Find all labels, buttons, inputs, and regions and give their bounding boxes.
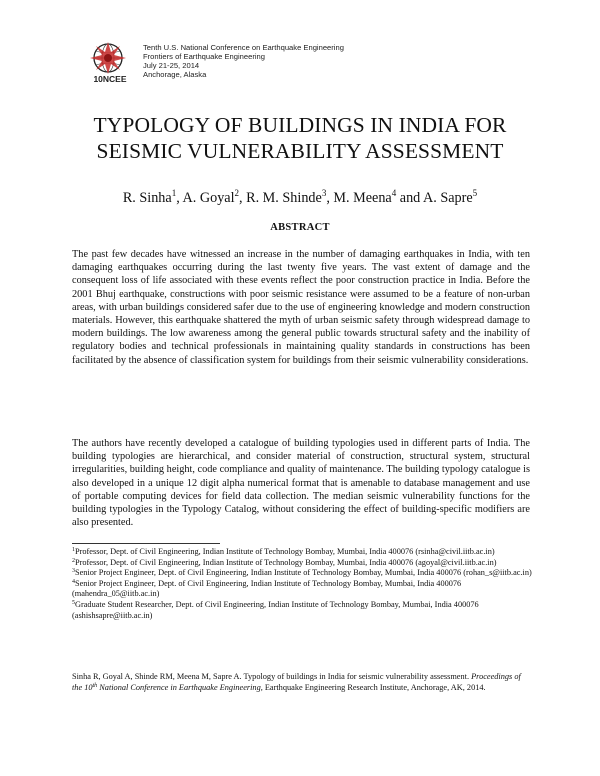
citation-journal-pre: Proceedings of the 10	[72, 672, 521, 692]
conference-header	[86, 38, 506, 86]
abstract-paragraph: The past few decades have witnessed an increase in the number of damaging earthquakes in India, with ten damaging earthquakes occurring during the last twenty five years. The vast extent of damage and the consequent loss of life associated with these events reflect the poor construction practice in India. Before the 2001 Bhuj earthquake, constructions with poor seismic resistance were assumed to be a feature of non-urban areas, with urban buildings considered safer due to the use of engineering knowledge and modern construction materials. However, this earthquake shattered the myth of urban seismic safety through widespread damage to modern buildings. The low awareness among the general public towards structural safety and the inability of regulatory bodies and technical professionals in maintaining quality standards in constructions has been facilitated by the absence of classification system for buildings from their seismic vulnerability considerations.	[72, 249, 530, 366]
title-line: TYPOLOGY OF BUILDINGS IN INDIA FOR	[93, 113, 507, 137]
author-list	[40, 189, 560, 207]
footnote	[72, 558, 532, 569]
citation-tail: , Earthquake Engineering Research Institute, Anchorage, AK, 2014.	[260, 682, 486, 692]
author-separator: and	[396, 190, 424, 206]
logo-text: 10NCEE	[93, 74, 127, 84]
footnote-text: Professor, Dept. of Civil Engineering, Indian Institute of Technology Bombay, Mumbai, India 400076 (agoyal@civil.iitb.ac.in)	[75, 557, 497, 567]
author-affiliation-mark: 5	[472, 188, 478, 198]
author-affiliation-mark: 1	[171, 188, 177, 198]
footnotes	[72, 547, 532, 621]
footnote-mark: 5	[72, 599, 75, 606]
footnote-text: Senior Project Engineer, Dept. of Civil Engineering, Indian Institute of Technology Bombay, Mumbai, India 400076 (mahendra_05@iitb.ac.in)	[72, 578, 462, 599]
author-name: R. M. Shinde	[246, 190, 322, 206]
footnote-mark: 3	[72, 568, 75, 575]
footnote-mark: 2	[72, 557, 75, 564]
10ncee-logo-icon	[86, 38, 134, 84]
abstract-heading: ABSTRACT	[270, 222, 330, 233]
footnote-mark: 1	[72, 547, 75, 553]
author-name: R. Sinha	[122, 190, 172, 206]
citation-journal-post: National Conference in Earthquake Engineering	[97, 682, 261, 692]
footnote	[72, 579, 532, 600]
footnote-text: Senior Project Engineer, Dept. of Civil Engineering, Indian Institute of Technology Bombay, Mumbai, India 400076 (rohan_s@iitb.ac.in)	[75, 568, 532, 578]
footnote	[72, 568, 532, 579]
author-affiliation-mark: 4	[391, 188, 397, 198]
footnote-text: Professor, Dept. of Civil Engineering, Indian Institute of Technology Bombay, Mumbai, India 400076 (rsinha@civil.iitb.ac.in)	[75, 547, 495, 556]
author-separator: ,	[326, 190, 334, 206]
conference-line: Anchorage, Alaska	[143, 70, 207, 79]
author-name: A. Goyal	[182, 190, 235, 206]
author-name: M. Meena	[333, 190, 392, 206]
author-affiliation-mark: 3	[321, 188, 327, 198]
citation-lead: Sinha R, Goyal A, Shinde RM, Meena M, Sapre A. Typology of buildings in India for seismic vulnerability assessment.	[72, 672, 472, 681]
author-separator: ,	[239, 190, 247, 206]
logo-core	[104, 54, 112, 62]
author-separator: ,	[176, 190, 183, 206]
abstract-paragraph: The authors have recently developed a catalogue of building typologies used in different parts of India. The building typologies are hierarchical, and consider material of construction, structural system, structural irregularities, building height, code compliance and quality of maintenance. The building typology catalogue is also developed in a unique 12 digit alpha numerical format that is amenable to database management and use of portable computing devices for field data collection. The median seismic vulnerability functions for the building typologies in the Typology Catalog, without considering the effect of building-specific modifiers are also presented.	[72, 438, 530, 529]
conference-line: Frontiers of Earthquake Engineering	[143, 52, 265, 61]
footnote-text: Graduate Student Researcher, Dept. of Civil Engineering, Indian Institute of Technology Bombay, Mumbai, India 400076 (ashishsapre@iitb.ac.in)	[72, 599, 479, 620]
footnote	[72, 600, 532, 621]
title-line: SEISMIC VULNERABILITY ASSESSMENT	[96, 139, 504, 163]
citation-journal-sup: th	[92, 682, 98, 689]
footnote-divider	[72, 543, 220, 544]
footnote	[72, 547, 532, 558]
citation	[72, 672, 532, 693]
conference-info	[143, 43, 344, 79]
author-affiliation-mark: 2	[234, 188, 240, 198]
paper-title	[40, 112, 560, 164]
author-name: A. Sapre	[423, 190, 473, 206]
conference-line: July 21-25, 2014	[143, 61, 200, 70]
conference-line: Tenth U.S. National Conference on Earthquake Engineering	[143, 43, 344, 52]
footnote-mark: 4	[72, 578, 75, 585]
